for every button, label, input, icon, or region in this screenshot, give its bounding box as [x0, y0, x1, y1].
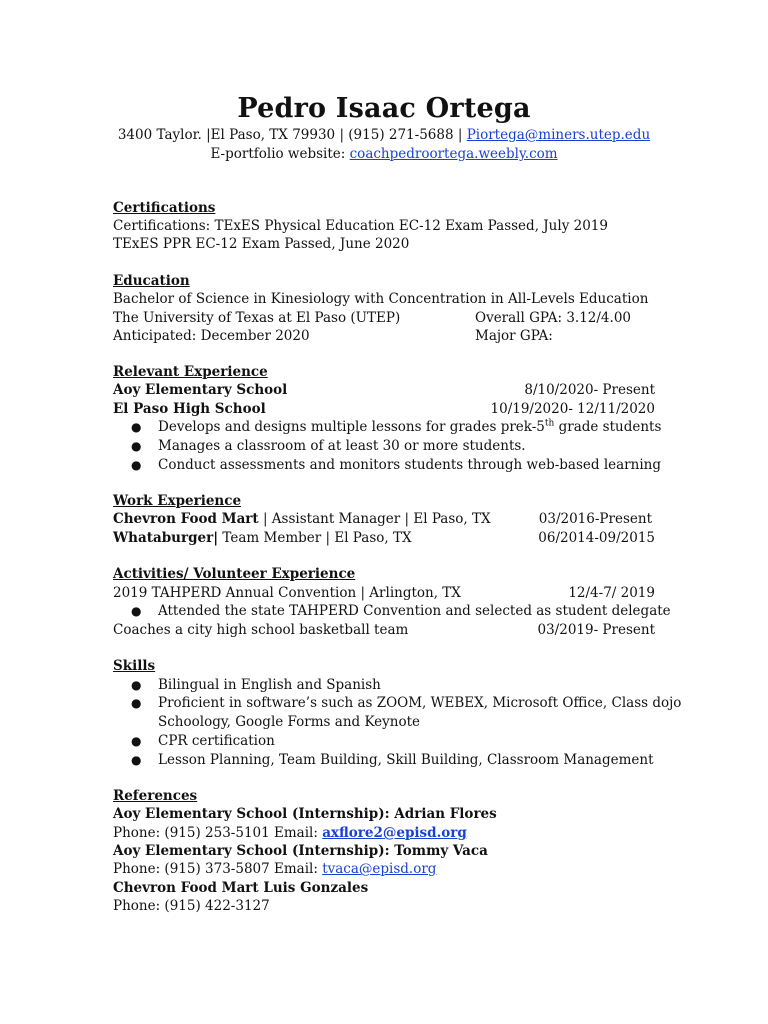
activity-item: Coaches a city high school basketball team [113, 622, 409, 638]
bullet-text: Schoology, Google Forms and Keynote [158, 714, 421, 730]
degree-text: Bachelor of Science in Kinesiology with Concentration in All-Levels Education [113, 291, 649, 307]
activity-dates: 12/4-7/ 2019 [568, 585, 655, 601]
bullet-icon: ● [131, 734, 142, 748]
bullet-icon: ● [131, 696, 142, 710]
job-details: Team Member | El Paso, TX [218, 530, 412, 546]
reference-phone: Phone: (915) 253-5101 Email: [113, 825, 318, 841]
employment-dates: 10/19/2020- 12/11/2020 [490, 401, 655, 417]
work-item [113, 510, 491, 528]
email-link[interactable]: Piortega@miners.utep.edu [466, 127, 651, 143]
contact-line [0, 126, 768, 144]
bullet-text: Lesson Planning, Team Building, Skill Building, Classroom Management [158, 752, 654, 768]
certifications-heading: Certifications [113, 200, 216, 216]
bullet-icon: ● [131, 458, 142, 472]
bullet-icon: ● [131, 678, 142, 692]
anticipated-text: Anticipated: December 2020 [113, 328, 310, 344]
overall-gpa: Overall GPA: 3.12/4.00 [475, 310, 631, 326]
bullet-text: Develops and designs multiple lessons for grades prek-5th grade students [158, 418, 662, 435]
activity-name: 2019 TAHPERD Annual Convention [113, 585, 357, 601]
bullet-text: CPR certification [158, 733, 275, 749]
reference-title: Aoy Elementary School (Internship): Tommy Vaca [113, 843, 488, 859]
reference-title: Chevron Food Mart Luis Gonzales [113, 880, 369, 896]
employment-dates: 8/10/2020- Present [524, 382, 655, 398]
bullet-text: Bilingual in English and Spanish [158, 677, 381, 693]
bullet-icon: ● [131, 753, 142, 767]
employer-name: El Paso High School [113, 401, 266, 417]
portfolio-link[interactable]: coachpedroortega.weebly.com [349, 146, 558, 162]
work-experience-heading: Work Experience [113, 493, 242, 509]
employment-dates: 03/2016-Present [538, 511, 652, 527]
employer-name: Aoy Elementary School [113, 382, 288, 398]
address-text: 3400 Taylor. |El Paso, TX 79930 | (915) 271-5688 | [117, 127, 463, 143]
major-gpa: Major GPA: [475, 328, 553, 344]
bullet-icon: ● [131, 420, 142, 434]
resume-name: Pedro Isaac Ortega [237, 93, 531, 124]
activity-dates: 03/2019- Present [537, 622, 655, 638]
bullet-text: Attended the state TAHPERD Convention and selected as student delegate [158, 603, 671, 619]
employer-name: Chevron Food Mart [113, 511, 259, 527]
education-heading: Education [113, 273, 190, 289]
relevant-experience-heading: Relevant Experience [113, 364, 268, 380]
reference-title: Aoy Elementary School (Internship): Adrian Flores [113, 806, 497, 822]
certification-item: Certifications: TExES Physical Education EC-12 Exam Passed, July 2019 [113, 218, 608, 234]
portfolio-line [0, 145, 768, 163]
references-heading: References [113, 788, 198, 804]
employment-dates: 06/2014-09/2015 [538, 530, 655, 546]
reference-email-link[interactable]: tvaca@episd.org [322, 861, 437, 877]
job-details: | Assistant Manager | El Paso, TX [258, 511, 491, 527]
bullet-icon: ● [131, 439, 142, 453]
activity-location: | Arlington, TX [356, 585, 461, 601]
portfolio-label: E-portfolio website: [210, 146, 346, 162]
bullet-text: Manages a classroom of at least 30 or more students. [158, 438, 526, 454]
bullet-icon: ● [131, 604, 142, 618]
activity-item [113, 584, 461, 602]
reference-contact [113, 860, 436, 878]
certification-item: TExES PPR EC-12 Exam Passed, June 2020 [113, 236, 410, 252]
bullet-text: Proficient in software’s such as ZOOM, WEBEX, Microsoft Office, Class dojo [158, 695, 682, 711]
reference-phone: Phone: (915) 422-3127 [113, 898, 270, 914]
reference-contact [113, 824, 467, 842]
employer-name: Whataburger| [113, 530, 219, 546]
bullet-text: Conduct assessments and monitors students through web-based learning [158, 457, 661, 473]
reference-email-link[interactable]: axflore2@episd.org [322, 825, 467, 841]
school-text: The University of Texas at El Paso (UTEP) [113, 310, 401, 326]
skills-heading: Skills [113, 658, 156, 674]
reference-phone: Phone: (915) 373-5807 Email: [113, 861, 318, 877]
activities-heading: Activities/ Volunteer Experience [113, 566, 356, 582]
work-item [113, 529, 412, 547]
